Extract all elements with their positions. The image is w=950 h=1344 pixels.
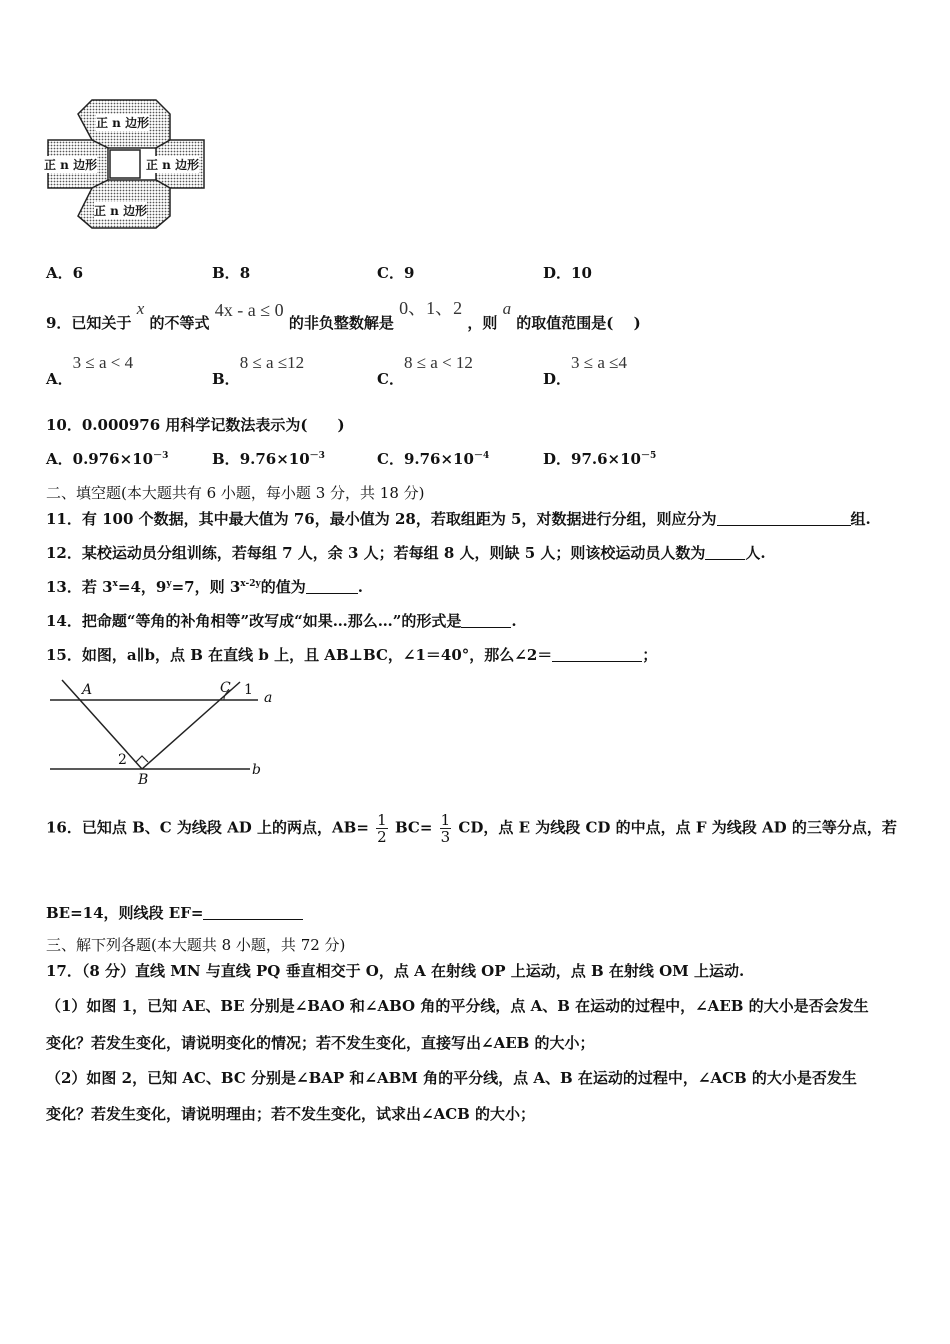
label-right: 正 n 边形 (146, 158, 200, 172)
fig-label-a-line: a (264, 690, 273, 706)
segment-ab (62, 680, 142, 769)
q13: 13．若 $3^x=4$，$9^y=7$，则 $3^{x-2y}$的值为 . (46, 578, 363, 596)
q16-line2: BE=14，则线段 EF= (46, 902, 303, 923)
q15: 15．如图，a∥b，点 B 在直线 b 上，且 AB⊥BC，∠1＝40°，那么∠2＝ ； (46, 646, 658, 664)
section-2-heading: 二、填空题(本大题共有 6 小题，每小题 3 分，共 18 分) (46, 484, 425, 502)
q17-part1-line2: 变化？若发生变化，请说明变化的情况；若不发生变化，直接写出∠AEB 的大小； (46, 1034, 595, 1052)
q8-figure (44, 96, 214, 232)
q16: 16．已知点 B、C 为线段 AD 上的两点，AB= $\frac{1}{2}$ BC= $\frac{1}{3}$ CD，点 E 为线段 CD 的中点，点 F 为线段 AD 的三等分点，若 (46, 811, 897, 846)
right-angle-mark (136, 756, 148, 762)
q9-solutions: 0、1、2 (399, 298, 463, 318)
q8-option-b: B．8 (212, 264, 251, 282)
section-3-heading: 三、解下列各题(本大题共 8 小题，共 72 分) (46, 936, 346, 954)
fig-label-c-point: C (220, 680, 231, 696)
q16-fraction-2: $\frac{1}{3}$ (440, 811, 451, 846)
q17-part2-line2: 变化？若发生变化，请说明理由；若不发生变化，试求出∠ACB 的大小； (46, 1105, 536, 1123)
q16-blank (203, 905, 303, 920)
q8-option-c: C．9 (377, 264, 415, 282)
fig-label-1: 1 (244, 682, 253, 698)
q8-option-d: D．10 (543, 264, 592, 282)
q11-blank (717, 511, 851, 526)
q8-option-a: A．6 (46, 264, 84, 282)
label-left: 正 n 边形 (44, 158, 98, 172)
label-bottom: 正 n 边形 (94, 204, 148, 218)
q10-option-d: D．$97.6\times 10^{-5}$ (543, 450, 657, 468)
q15-figure (44, 676, 284, 796)
fig-label-b-point: B (138, 772, 149, 788)
q12-blank (705, 545, 745, 560)
label-top: 正 n 边形 (96, 116, 150, 130)
fig-label-a-point: A (82, 682, 93, 698)
q10-option-c: C．$9.76\times 10^{-4}$ (377, 450, 490, 468)
q9-option-d: D．3 ≤ a ≤4 (543, 353, 627, 388)
q10-stem: 10．0.000976 用科学记数法表示为( ) (46, 416, 345, 434)
q17-part2-line1: （2）如图 2，已知 AC、BC 分别是∠BAP 和∠ABM 角的平分线，点 A、B 在运动的过程中，∠ACB 的大小是否发生 (46, 1069, 857, 1087)
q9-option-b: B．8 ≤ a ≤12 (212, 353, 305, 388)
q14: 14．把命题“等角的补角相等”改写成“如果…那么…”的形式是 . (46, 612, 517, 630)
q13-blank (306, 579, 358, 594)
q9-inequality: 4x - a ≤ 0 (214, 300, 284, 320)
q10-option-b: B．$9.76\times 10^{-3}$ (212, 450, 325, 468)
q9-stem: 9．已知关于 x 的不等式 4x - a ≤ 0 的非负整数解是 0、1、2 ，则 a 的取值范围是( ) (46, 298, 641, 332)
q12: 12．某校运动员分组训练，若每组 7 人，余 3 人；若每组 8 人，则缺 5 人；则该校运动员人数为 人. (46, 544, 766, 562)
q16-fraction-1: $\frac{1}{2}$ (377, 811, 387, 846)
q14-blank (461, 613, 511, 628)
q17-part1-line1: （1）如图 1，已知 AE、BE 分别是∠BAO 和∠ABO 角的平分线，点 A、B 在运动的过程中，∠AEB 的大小是否会发生 (46, 997, 869, 1015)
center-square (110, 150, 140, 178)
q9-option-a: A．3 ≤ a < 4 (46, 353, 134, 388)
q10-option-a: A．$0.976\times 10^{-3}$ (46, 450, 169, 468)
q17-stem: 17．（8 分）直线 MN 与直线 PQ 垂直相交于 O，点 A 在射线 OP 上运动，点 B 在射线 OM 上运动. (46, 962, 745, 980)
q9-option-c: C．8 ≤ a < 12 (377, 353, 473, 388)
fig-label-b-line: b (252, 762, 261, 778)
q11: 11．有 100 个数据，其中最大值为 76，最小值为 28，若取组距为 5，对数据进行分组，则应分为 组. (46, 510, 871, 528)
fig-label-2: 2 (118, 752, 127, 768)
q15-blank (552, 647, 642, 662)
